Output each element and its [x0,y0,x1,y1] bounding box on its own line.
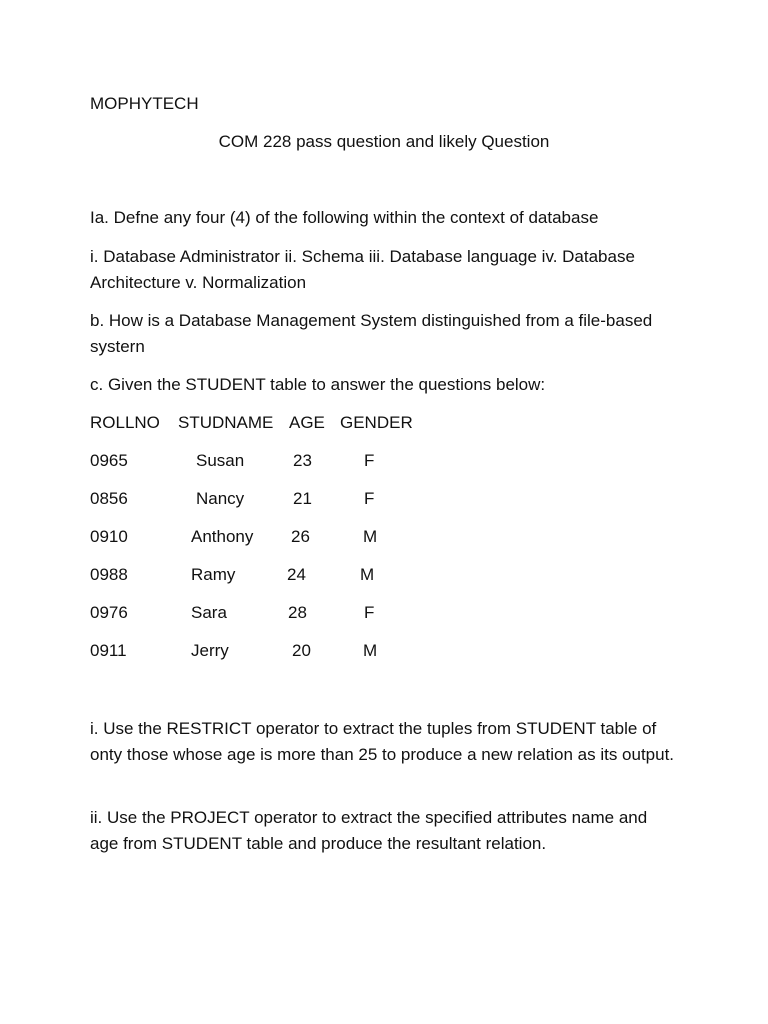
header-age: AGE [289,413,325,432]
table-header-row [90,410,510,448]
question-project: ii. Use the PROJECT operator to extract the specified attributes name and age from STUDENT table and produce the resultant relation. [90,808,648,853]
student-table [90,410,510,676]
question-1b: b. How is a Database Management System distinguished from a file-based systern [90,311,653,356]
cell-age: 26 [291,527,310,546]
cell-gender: M [360,565,375,584]
document-subtitle: COM 228 pass question and likely Question [218,132,550,151]
cell-studname: Jerry [191,641,229,660]
question-restrict: i. Use the RESTRICT operator to extract the tuples from STUDENT table of onty those whose age is more than 25 to produce a new relation as its output. [90,719,675,764]
cell-gender: F [364,603,375,622]
cell-gender: M [363,527,378,546]
header-gender: GENDER [340,413,413,432]
table-row [90,486,510,524]
question-1a: Ia. Defne any four (4) of the following within the context of database [90,208,599,227]
brand-name: MOPHYTECH [90,94,199,113]
table-row [90,448,510,486]
question-1c: c. Given the STUDENT table to answer the questions below: [90,375,546,394]
cell-rollno: 0911 [90,641,127,660]
cell-rollno: 0965 [90,451,128,470]
table-row [90,638,510,676]
cell-gender: F [364,451,375,470]
cell-studname: Nancy [196,489,245,508]
cell-age: 20 [292,641,311,660]
table-row [90,524,510,562]
table-row [90,600,510,638]
header-rollno: ROLLNO [90,413,160,432]
question-1a-items: i. Database Administrator ii. Schema iii. Database language iv. Database Architecture v. Normalization [90,247,635,292]
cell-rollno: 0856 [90,489,128,508]
cell-age: 28 [288,603,307,622]
cell-gender: M [363,641,378,660]
cell-studname: Sara [191,603,227,622]
cell-age: 23 [293,451,312,470]
cell-gender: F [364,489,375,508]
cell-rollno: 0976 [90,603,128,622]
cell-studname: Ramy [191,565,236,584]
cell-studname: Anthony [191,527,254,546]
table-row [90,562,510,600]
cell-age: 21 [293,489,312,508]
cell-age: 24 [287,565,306,584]
cell-rollno: 0988 [90,565,128,584]
cell-studname: Susan [196,451,245,470]
header-studname: STUDNAME [178,413,274,432]
cell-rollno: 0910 [90,527,128,546]
